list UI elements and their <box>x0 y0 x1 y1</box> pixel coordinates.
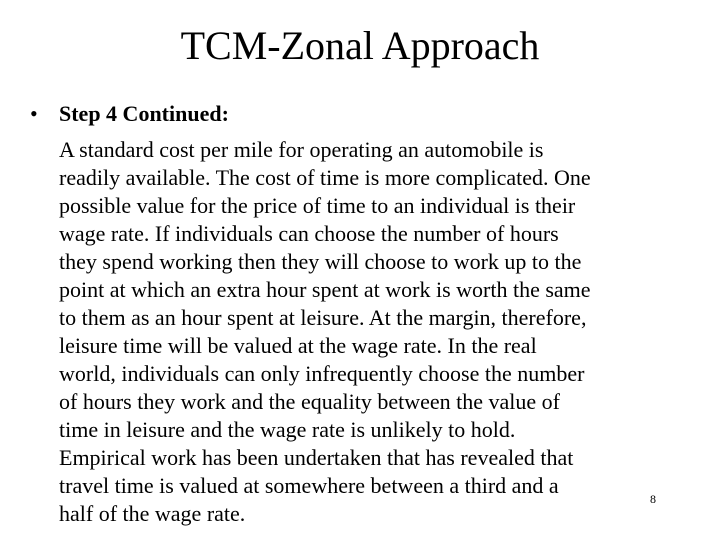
body-line: readily available. The cost of time is more complicated. One <box>59 165 591 190</box>
body-line: world, individuals can only infrequently choose the number <box>59 361 585 386</box>
body-line: travel time is valued at somewhere between a third and a <box>59 473 559 498</box>
body-line: time in leisure and the wage rate is unlikely to hold. <box>59 417 516 442</box>
body-paragraph <box>59 136 699 528</box>
slide-title: TCM-Zonal Approach <box>180 23 540 68</box>
body-line: of hours they work and the equality between the value of <box>59 389 560 414</box>
body-line: wage rate. If individuals can choose the number of hours <box>59 221 559 246</box>
bullet-marker: • <box>30 101 38 126</box>
body-line: they spend working then they will choose to work up to the <box>59 249 582 274</box>
body-line: possible value for the price of time to an individual is their <box>59 193 576 218</box>
body-line: leisure time will be valued at the wage rate. In the real <box>59 333 537 358</box>
body-line: to them as an hour spent at leisure. At the margin, therefore, <box>59 305 587 330</box>
step-heading: Step 4 Continued: <box>59 101 229 126</box>
body-line: Empirical work has been undertaken that has revealed that <box>59 445 574 470</box>
body-line: point at which an extra hour spent at work is worth the same <box>59 277 591 302</box>
body-line: A standard cost per mile for operating an automobile is <box>59 137 544 162</box>
slide-number: 8 <box>650 492 656 506</box>
body-line: half of the wage rate. <box>59 501 246 526</box>
